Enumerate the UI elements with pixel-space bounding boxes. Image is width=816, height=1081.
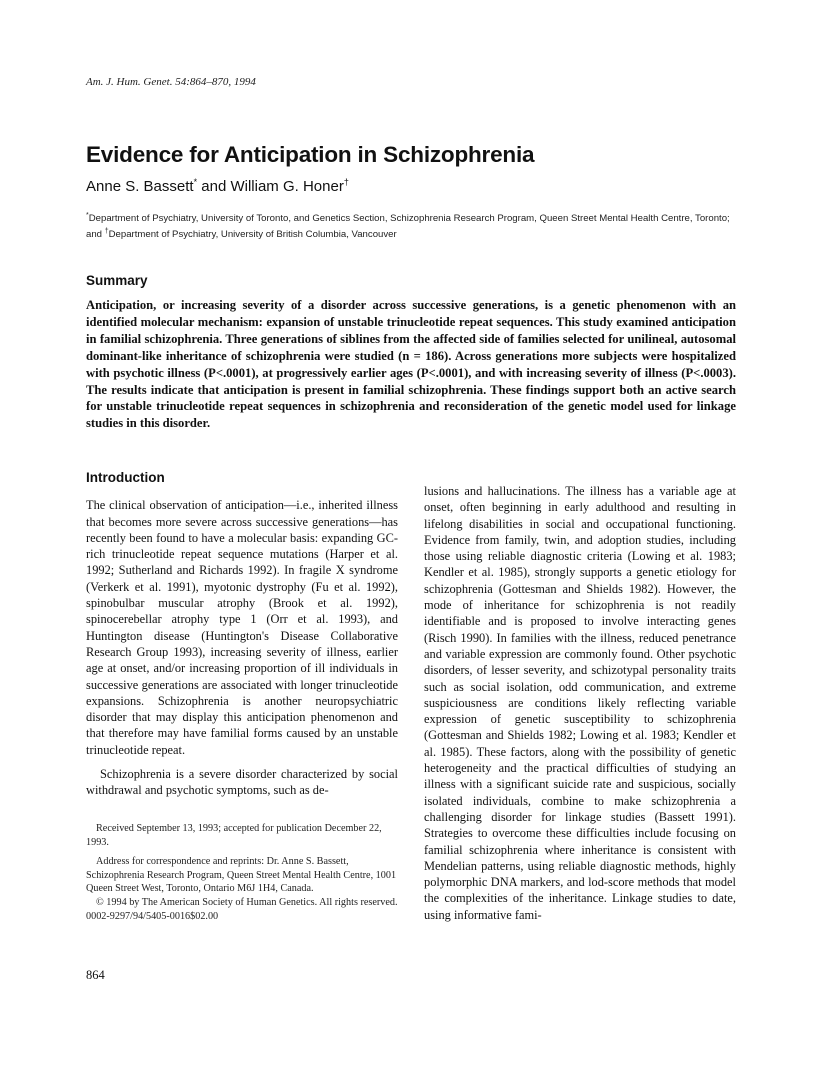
- author-connector: and: [197, 178, 231, 195]
- page-number: 864: [86, 968, 105, 982]
- summary-text: Anticipation, or increasing severity of a disorder across successive generations, is a genetic phenomenon with an identified molecular mechanism: expansion of unstable trinucleotide repeat sequences. This study examined anticipation in familial schizophrenia. Three generations of siblines from the affected side of families selected for unilineal, autosomal dominant-like inheritance of schizophrenia were studied (n = 186). Across generations more subjects were hospitalized with psychotic illness (P<.0001), at progressively earlier ages (P<.0001), and with increasing severity of illness (P<.0003). The results indicate that anticipation is present in familial schizophrenia. These findings support both an active search for unstable trinucleotide repeat sequences in schizophrenia and reconsideration of the genetic model used for linkage studies in this disorder.: [86, 298, 736, 431]
- affiliations: [86, 209, 736, 241]
- affiliation-text: Department of Psychiatry, University of Toronto, and Genetics Section, Schizophrenia Research Program, Queen Street Mental Health Centre, Toronto; and: [86, 213, 730, 241]
- article-title: Evidence for Anticipation in Schizophrenia: [86, 142, 535, 167]
- body-paragraph: The clinical observation of anticipation—i.e., inherited illness that becomes more severe across successive generations—has recently been found to have a molecular basis: expanding GC-rich trinucleotide repeat sequence mutations (Harper et al. 1992; Sutherland and Richards 1992). In fragile X syndrome (Verkerk et al. 1991), myotonic dystrophy (Fu et al. 1992), spinobulbar muscular atrophy (Brook et al. 1992), spinocerebellar atrophy type 1 (Orr et al. 1993), and Huntington disease (Huntington's Disease Collaborative Research Group 1993), increasing severity of illness, earlier age at onset, and/or increasing proportion of ill individuals in successive generations are associated with longer trinucleotide expansions. Schizophrenia is another neuropsychiatric disorder that may display this anticipation phenomenon and that therefore may have familial forms caused by an unstable trinucleotide repeat.: [86, 498, 398, 757]
- affiliation-text: Department of Psychiatry, University of British Columbia, Vancouver: [108, 229, 397, 241]
- body-paragraph: Schizophrenia is a severe disorder characterized by social withdrawal and psychotic symptoms, such as de-: [86, 767, 398, 798]
- affiliation-mark: *: [86, 212, 89, 219]
- received-note: Received September 13, 1993; accepted for publication December 22, 1993.: [86, 823, 382, 848]
- author-mark: *: [193, 177, 198, 187]
- footnotes: [86, 822, 398, 923]
- author-line: [86, 177, 349, 195]
- copyright-note: © 1994 by The American Society of Human Genetics. All rights reserved.: [96, 896, 398, 908]
- summary-heading: Summary: [86, 273, 148, 288]
- author-name: William G. Honer: [230, 178, 344, 195]
- left-column: [86, 470, 398, 799]
- affiliation-mark: †: [104, 228, 109, 236]
- introduction-heading: Introduction: [86, 470, 165, 485]
- body-paragraph: lusions and hallucinations. The illness has a variable age at onset, often beginning in early adulthood and resulting in lifelong disabilities in social and occupational functioning. Evidence from family, twin, and adoption studies, including those using reliable diagnostic criteria (Lowing et al. 1983; Kendler et al. 1985), strongly supports a genetic etiology for schizophrenia (Gottesman and Shields 1982). However, the mode of inheritance for schizophrenia is not readily identifiable and is proposed to involve interacting genes (Risch 1990). In families with the illness, reduced penetrance and variable expression are commonly found. Other psychotic disorders, of lesser severity, and schizotypal personality traits such as social isolation, odd communication, and extreme suspiciousness are conditions likely reflecting variable expression of genetic susceptibility to schizophrenia (Gottesman and Shields 1982; Lowing et al. 1983; Kendler et al. 1985). These factors, along with the possibility of genetic heterogeneity and the practical difficulties of studying an illness with a significant suicide rate and suspicious, socially isolated individuals, combine to make schizophrenia a challenging disorder for linkage studies (Bassett 1991). Strategies to overcome these difficulties include focusing on familial schizophrenia where inheritance is consistent with Mendelian patterns, using reliable diagnostic methods, highly polymorphic DNA markers, and lod-score methods that model the complexities of the inheritance. Linkage studies to date, using informative fami-: [424, 484, 736, 922]
- issn-code: 0002-9297/94/5405-0016$02.00: [86, 910, 219, 922]
- correspondence-note: Address for correspondence and reprints: Dr. Anne S. Bassett, Schizophrenia Research Program, Queen Street Mental Health Centre, 1001 Queen Street West, Toronto, Ontario M6J 1H4, Canada.: [86, 856, 397, 895]
- author-name: Anne S. Bassett: [86, 178, 194, 195]
- journal-citation: Am. J. Hum. Genet. 54:864–870, 1994: [86, 76, 256, 88]
- author-mark: †: [343, 177, 349, 187]
- right-column: [424, 483, 736, 923]
